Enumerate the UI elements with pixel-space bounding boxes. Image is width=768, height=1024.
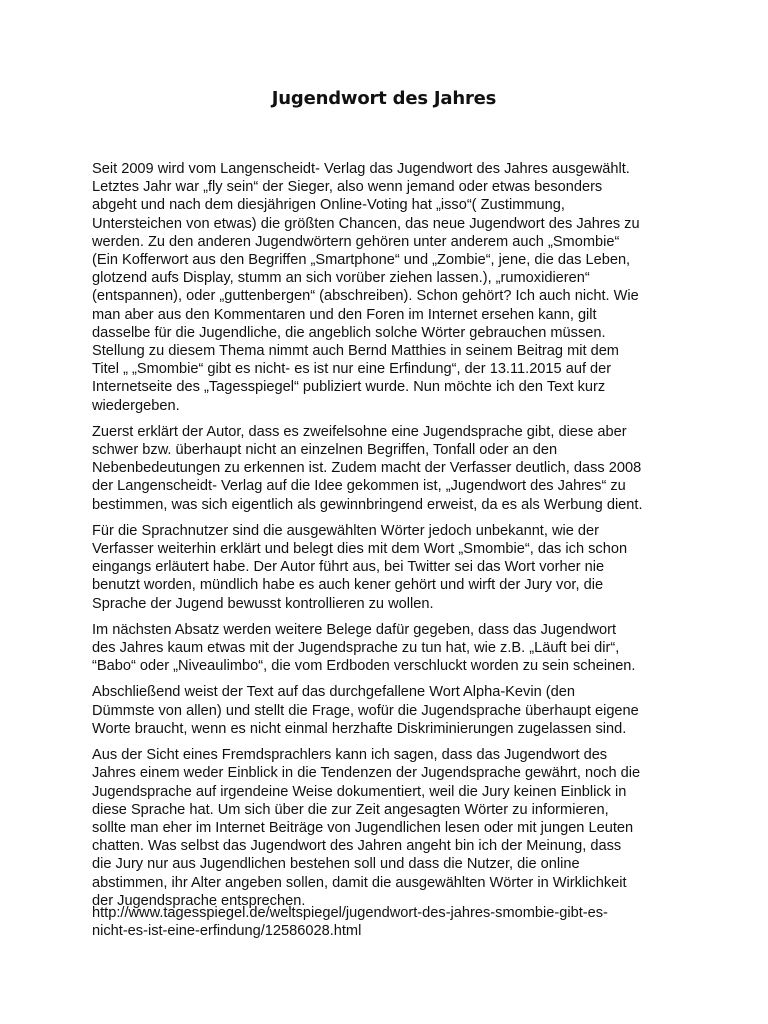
text-line: Internetseite des „Tagesspiegel“ publiziert wurde. Nun möchte ich den Text kurz	[92, 379, 606, 396]
text-line: Untersteichen von etwas) die größten Chancen, das neue Jugendwort des Jahres zu	[92, 215, 640, 232]
text-line: des Jahres kaum etwas mit der Jugendsprache zu tun hat, wie z.B. „Läuft bei dir“,	[92, 640, 620, 657]
document-title: Jugendwort des Jahres	[271, 88, 497, 109]
text-line: Zuerst erklärt der Autor, dass es zweifelsohne eine Jugendsprache gibt, diese aber	[92, 423, 627, 440]
url-line: nicht-es-ist-eine-erfindung/12586028.html	[92, 923, 362, 940]
text-line: Seit 2009 wird vom Langenscheidt- Verlag das Jugendwort des Jahres ausgewählt.	[92, 161, 630, 177]
paragraph-2	[92, 423, 682, 514]
paragraph-1	[92, 160, 682, 415]
text-line: chatten. Was selbst das Jugendwort des Jahren angeht bin ich der Meinung, dass	[92, 838, 622, 855]
paragraph-3	[92, 522, 682, 613]
text-line: sollte man eher im Internet Beiträge von Jugendlichen lesen oder mit jungen Leuten	[92, 819, 634, 836]
paragraph-4	[92, 621, 682, 676]
source-url	[92, 904, 682, 940]
text-line: Titel „ „Smombie“ gibt es nicht- es ist nur eine Erfindung“, der 13.11.2015 auf der	[92, 361, 612, 378]
text-line: dasselbe für die Jugendliche, die angeblich solche Wörter gebrauchen müssen.	[92, 324, 606, 341]
document-body	[92, 160, 682, 910]
text-line: Jugendsprache auf irgendeine Weise dokumentiert, weil die Jury keinen Einblick in	[92, 783, 627, 800]
paragraph-5	[92, 683, 682, 738]
paragraph-6	[92, 746, 682, 910]
text-line: Stellung zu diesem Thema nimmt auch Bernd Matthies in seinem Beitrag mit dem	[92, 343, 619, 360]
text-line: Für die Sprachnutzer sind die ausgewählten Wörter jedoch unbekannt, wie der	[92, 522, 600, 539]
text-line: schwer bzw. überhaupt nicht an einzelnen Begriffen, Tonfall oder an den	[92, 442, 558, 459]
text-line: bestimmen, was sich eigentlich als gewinnbringend erweist, da es als Werbung dient.	[92, 496, 643, 513]
text-line: abgeht und nach dem diesjährigen Online-Voting hat „isso“( Zustimmung,	[92, 197, 565, 214]
text-line: Sprache der Jugend bewusst kontrollieren zu wollen.	[92, 595, 434, 612]
text-line: diese Sprache hat. Um sich über die zur Zeit angesagten Wörter zu informieren,	[92, 801, 609, 818]
text-line: der Jugendsprache entsprechen.	[92, 892, 306, 909]
text-line: Aus der Sicht eines Fremdsprachlers kann ich sagen, dass das Jugendwort des	[92, 747, 608, 764]
text-line: Letztes Jahr war „fly sein“ der Sieger, also wenn jemand oder etwas besonders	[92, 179, 603, 196]
text-line: “Babo“ oder „Niveaulimbo“, die vom Erdboden verschluckt worden zu sein scheinen.	[92, 658, 636, 675]
text-line: abstimmen, ihr Alter angeben sollen, damit die ausgewählten Wörter in Wirklichkeit	[92, 874, 627, 891]
text-line: (entspannen), oder „guttenbergen“ (abschreiben). Schon gehört? Ich auch nicht. Wie	[92, 288, 639, 305]
text-line: Im nächsten Absatz werden weitere Belege dafür gegeben, dass das Jugendwort	[92, 621, 617, 638]
text-line: Worte braucht, wenn es nicht einmal herzhafte Diskriminierungen zugelassen sind.	[92, 720, 627, 737]
text-line: eingangs erläutert habe. Der Autor führt aus, bei Twitter sei das Wort vorher nie	[92, 559, 605, 576]
text-line: wiedergeben.	[92, 397, 180, 414]
text-line: benutzt worden, mündlich habe es auch kener gehört und wirft der Jury vor, die	[92, 577, 604, 594]
text-line: Dümmste von allen) und stellt die Frage, wofür die Jugendsprache überhaupt eigene	[92, 702, 639, 719]
text-line: man aber aus den Kommentaren und den Foren im Internet ersehen kann, gilt	[92, 306, 597, 323]
text-line: Jahres einem weder Einblick in die Tendenzen der Jugendsprache gewährt, noch die	[92, 765, 641, 782]
url-line: http://www.tagesspiegel.de/weltspiegel/jugendwort-des-jahres-smombie-gibt-es-	[92, 905, 608, 921]
text-line: Nebenbedeutungen zu erkennen ist. Zudem macht der Verfasser deutlich, dass 2008	[92, 460, 642, 477]
text-line: Verfasser weiterhin erklärt und belegt dies mit dem Wort „Smombie“, das ich schon	[92, 541, 628, 558]
text-line: die Jury nur aus Jugendlichen bestehen soll und dass die Nutzer, die online	[92, 856, 580, 873]
text-line: der Langenscheidt- Verlag auf die Idee gekommen ist, „Jugendwort des Jahres“ zu	[92, 478, 626, 495]
text-line: werden. Zu den anderen Jugendwörtern gehören unter anderem auch „Smombie“	[92, 233, 620, 250]
text-line: (Ein Kofferwort aus den Begriffen „Smartphone“ und „Zombie“, jene, die das Leben,	[92, 252, 631, 269]
text-line: glotzend aufs Display, stumm an sich vorüber ziehen lassen.), „rumoxidieren“	[92, 270, 590, 287]
text-line: Abschließend weist der Text auf das durchgefallene Wort Alpha-Kevin (den	[92, 684, 575, 701]
